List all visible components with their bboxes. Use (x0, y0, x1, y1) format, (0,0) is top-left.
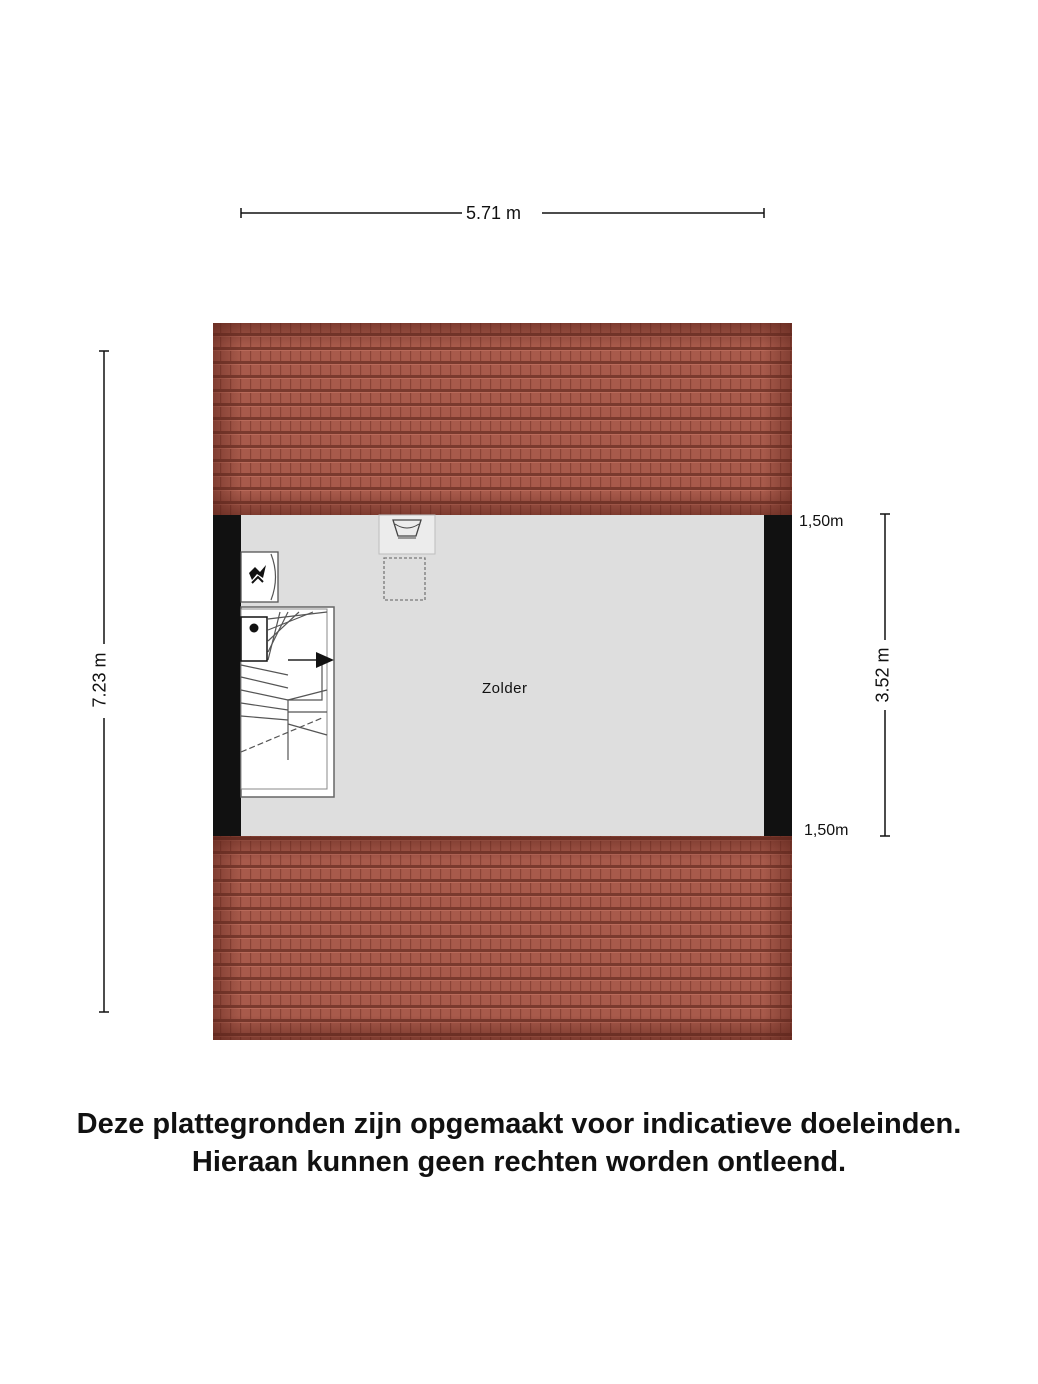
width-label: 5.71 m (466, 203, 522, 223)
room-height-label: 3.52 m (872, 647, 893, 703)
disclaimer-line-2: Hieraan kunnen geen rechten worden ontleend. (191, 1146, 847, 1178)
knee-height-bottom-label: 1,50m (804, 822, 849, 839)
left-wall (213, 515, 241, 836)
roof-bottom (213, 836, 792, 1040)
right-wall (764, 515, 792, 836)
disclaimer-line-1: Deze plattegronden zijn opgemaakt voor indicatieve doeleinden. (76, 1108, 962, 1140)
boiler-icon (241, 617, 267, 661)
knee-height-top-label: 1,50m (799, 513, 844, 530)
room-label: Zolder (482, 680, 528, 697)
height-label: 7.23 m (89, 652, 110, 708)
heater-icon (241, 552, 278, 602)
roof-top (213, 323, 792, 515)
